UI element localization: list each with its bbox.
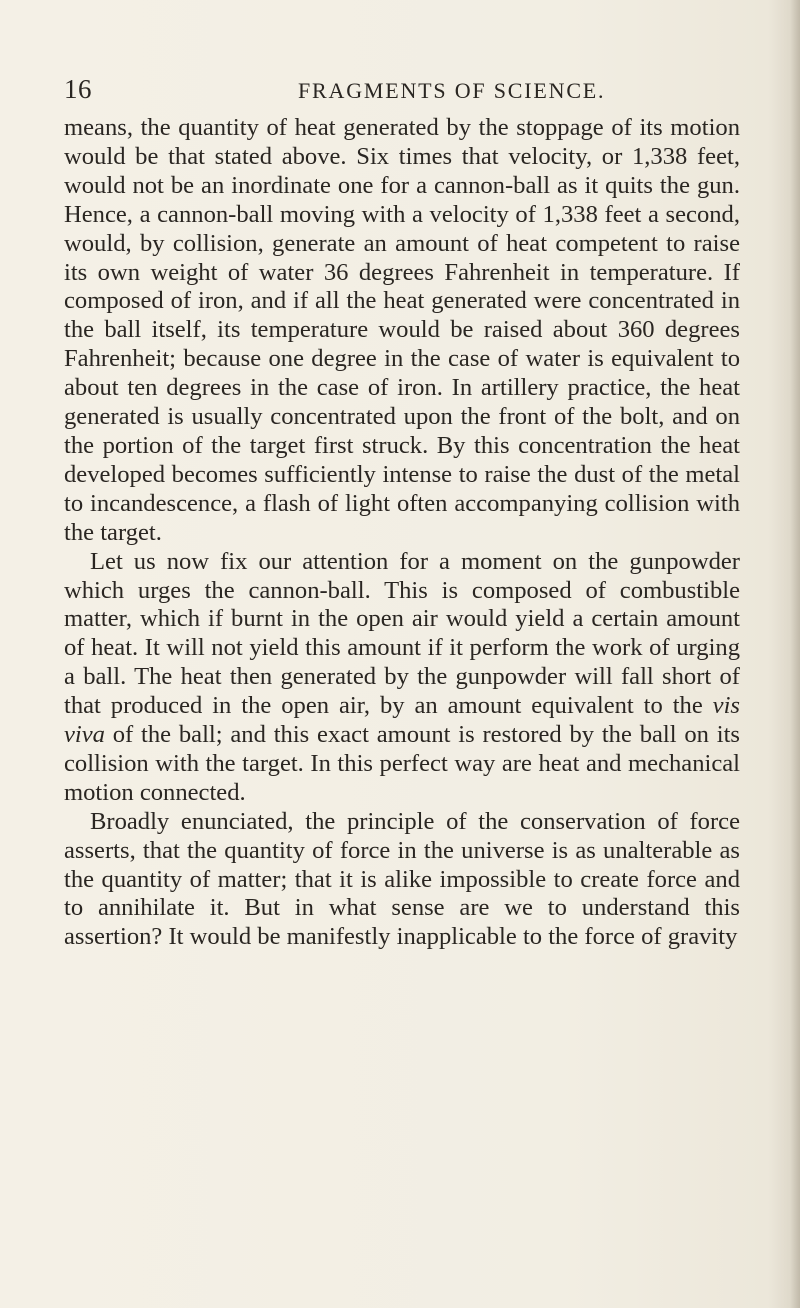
paragraph-2	[64, 548, 740, 808]
text-segment: means, the quantity of heat generated by the stoppage of its motion would be that stated above. Six times that velocity, or 1,338 feet, would not be an inordinate one for a cannon-ball as it quits the gun. Hence, a cannon-ball moving with a velocity of 1,338 feet a second, would, by collision, generate an amount of heat competent to raise its own weight of water 36 degrees Fahrenheit in temperature. If composed of iron, and if all the heat generated were concentrated in the ball itself, its temperature would be raised about 360 degrees Fahrenheit; because one degree in the case of water is equivalent to about ten degrees in the case of iron. In artillery practice, the heat generated is usually concentrated upon the front of the bolt, and on the portion of the target first struck. By this concentration the heat developed becomes sufficiently intense to raise the dust of the metal to incandescence, a flash of light often accompanying collision with the target.	[64, 114, 740, 546]
text-segment: Broadly enunciated, the principle of the conservation of force asserts, that the quantity of force in the universe is as unalterable as the quantity of matter; that it is alike impossible to create force and to annihilate it. But in what sense are we to understand this assertion? It would be manifestly inapplicable to the force of gravity	[64, 807, 740, 951]
paragraph-1	[64, 114, 740, 548]
paragraph-3	[64, 808, 740, 953]
page-edge-shadow	[790, 0, 800, 1308]
page-header	[64, 74, 684, 114]
text-segment: Let us now fix our attention for a moment on the gunpowder which urges the cannon-ball. This is composed of combustible matter, which if burnt in the open air would yield a certain amount of heat. It will not yield this amount if it perform the work of urging a ball. The heat then generated by the gunpowder will fall short of that produced in the open air, by an amount equivalent to the	[64, 547, 740, 720]
running-title: FRAGMENTS OF SCIENCE.	[298, 78, 606, 103]
body-text	[64, 114, 740, 952]
page-number: 16	[64, 74, 92, 104]
text-segment: of the ball; and this exact amount is restored by the ball on its collision with the target. In this perfect way are heat and mechanical motion connected.	[64, 721, 740, 806]
italic-term-vis-viva: vis viva	[64, 692, 740, 749]
